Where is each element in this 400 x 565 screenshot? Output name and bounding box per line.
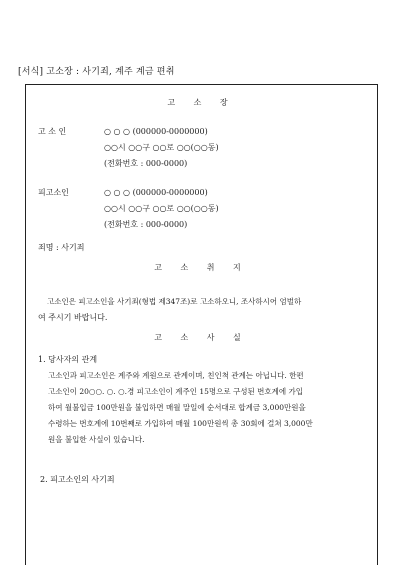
defendant-name: ○ ○ ○ (000000-0000000) xyxy=(104,188,208,197)
charge-label: 죄명 : 사기죄 xyxy=(38,243,85,252)
complaint-form xyxy=(25,84,378,565)
purpose-line-2: 여 주시기 바랍니다. xyxy=(38,313,108,322)
defendant-phone: (전화번호 : 000-0000) xyxy=(104,220,188,229)
section-1-title: 1. 당사자의 관계 xyxy=(38,355,98,364)
document-title: 고 소 장 xyxy=(167,98,236,107)
section-1-line-5: 원을 불입한 사실이 있습니다. xyxy=(48,435,145,444)
purpose-line-1: 고소인은 피고소인을 사기죄(형법 제347조)로 고소하오니, 조사하시어 엄벌하 xyxy=(47,297,302,306)
defendant-address: ○○시 ○○구 ○○로 ○○(○○동) xyxy=(104,204,219,213)
facts-heading: 고 소 사 실 xyxy=(154,333,249,342)
complainant-address: ○○시 ○○구 ○○로 ○○(○○동) xyxy=(104,143,219,152)
complainant-phone: (전화번호 : 000-0000) xyxy=(104,159,188,168)
section-1-line-2: 고소인이 20○○. ○. ○.경 피고소인이 계주인 15명으로 구성된 번호계에 가입 xyxy=(48,387,303,396)
purpose-heading: 고 소 취 지 xyxy=(154,263,249,272)
section-1-line-3: 하여 월불입금 100만원을 불입하면 매월 말일에 순서대로 합계금 3,000만원을 xyxy=(48,403,306,412)
document-caption: [서식] 고소장 : 사기죄, 계주 계금 편취 xyxy=(18,67,175,77)
complainant-name: ○ ○ ○ (000000-0000000) xyxy=(104,127,208,136)
section-1-line-4: 수령하는 번호계에 10번째로 가입하여 매월 100만원씩 총 30회에 걸쳐 3,000만 xyxy=(48,419,313,428)
section-1-line-1: 고소인과 피고소인은 계주와 계원으로 관계이며, 친인척 관계는 아닙니다. 한편 xyxy=(48,371,304,380)
section-2-title: 2. 피고소인의 사기죄 xyxy=(40,475,115,484)
defendant-label: 피고소인 xyxy=(38,188,69,197)
complainant-label: 고 소 인 xyxy=(38,127,67,136)
